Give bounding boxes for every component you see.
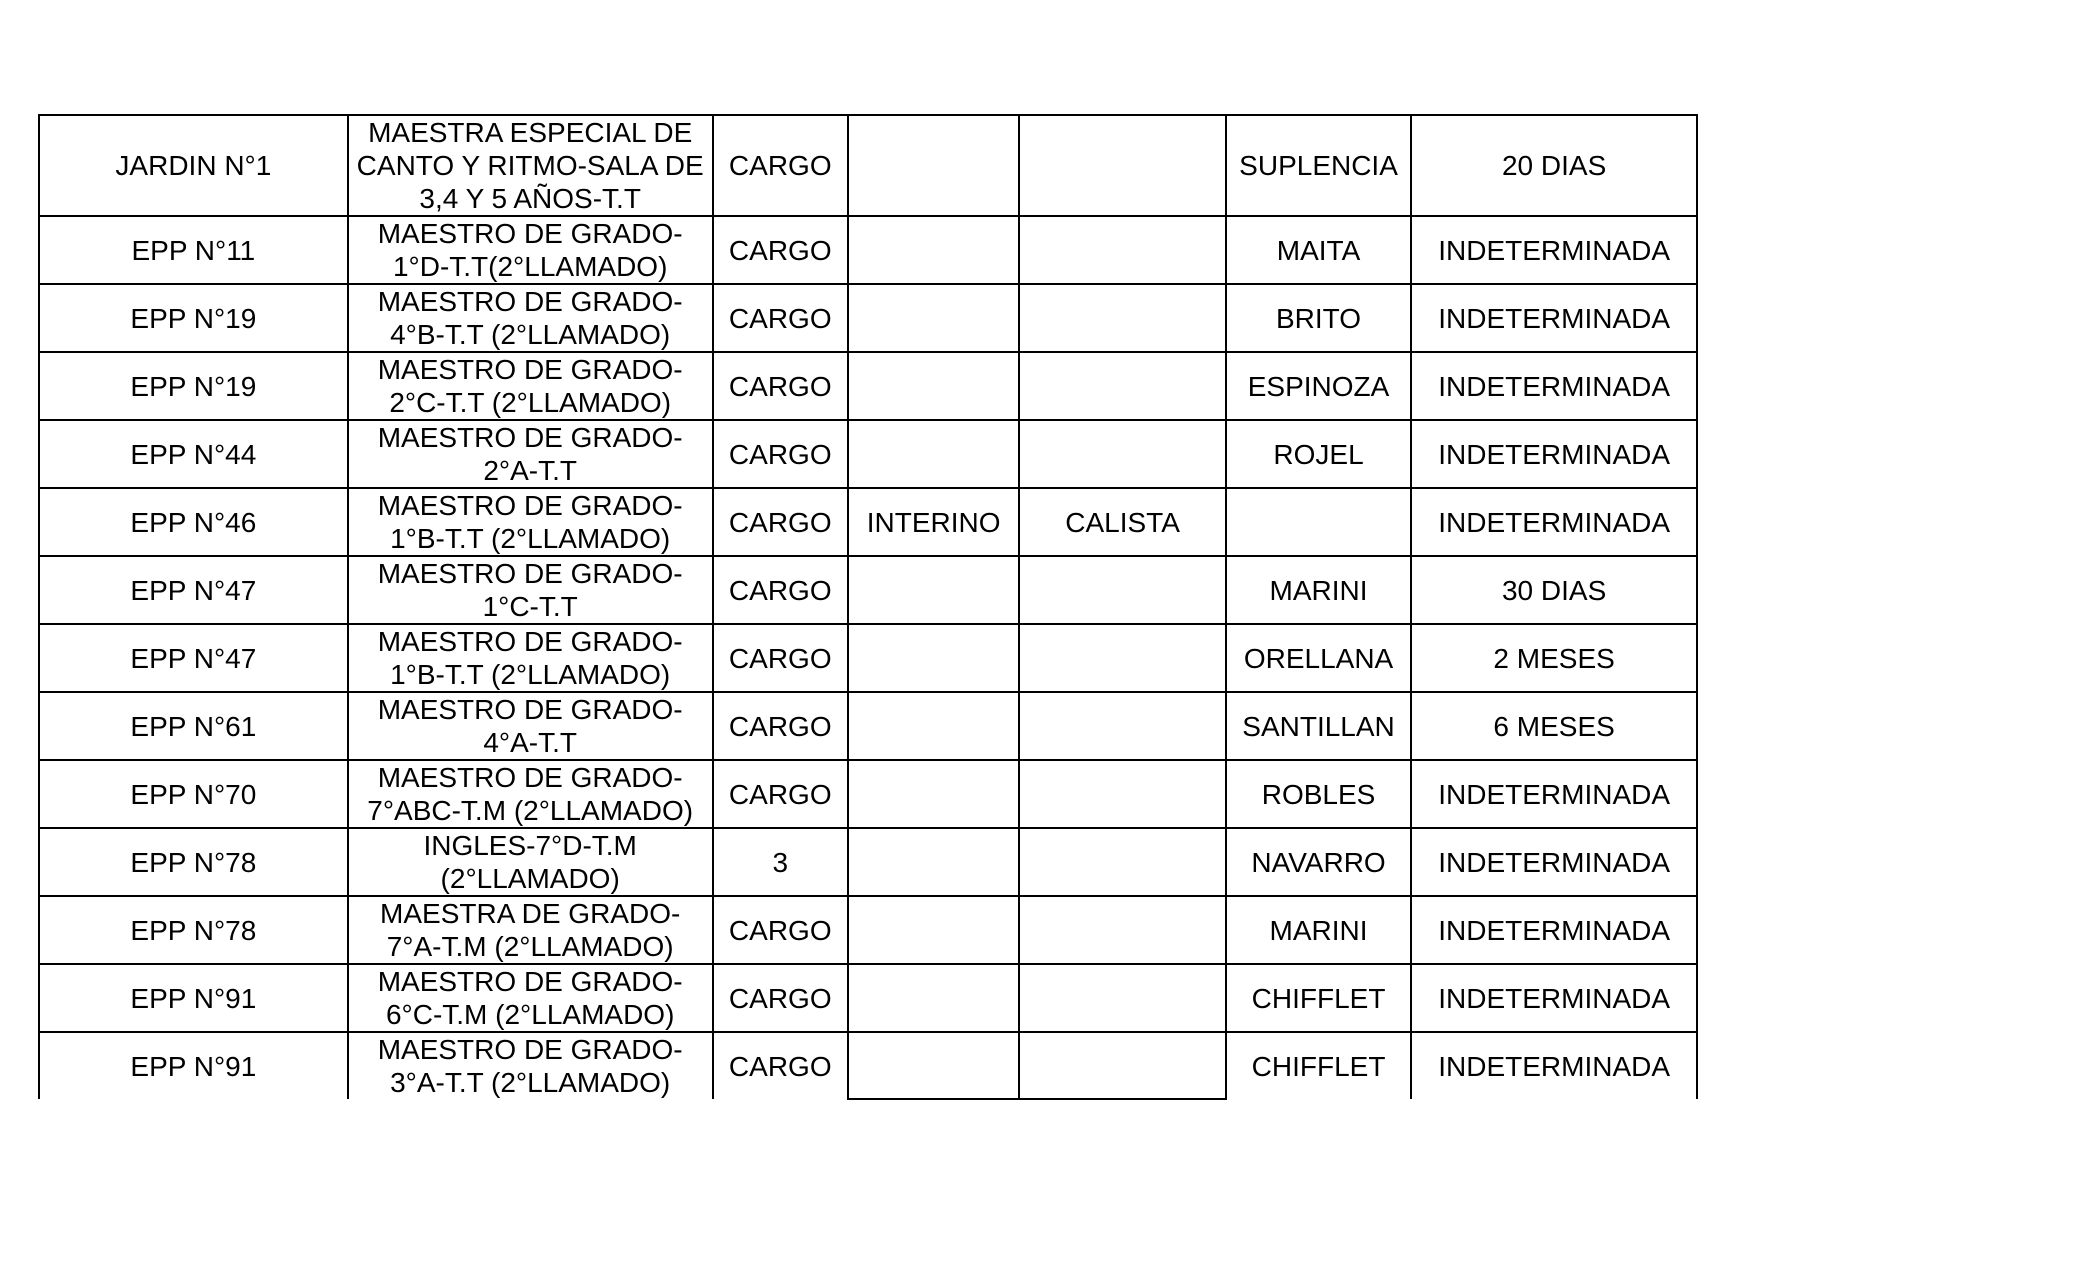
cell-replaces[interactable]: ROJEL — [1226, 420, 1411, 488]
cell-type[interactable]: CARGO — [713, 692, 848, 760]
cell-position[interactable]: MAESTRO DE GRADO-3°A-T.T (2°LLAMADO) — [348, 1032, 713, 1099]
cell-replaces[interactable]: ORELLANA — [1226, 624, 1411, 692]
cell-replaces[interactable]: CHIFFLET — [1226, 964, 1411, 1032]
cell-type[interactable]: 3 — [713, 828, 848, 896]
cell-duration[interactable]: INDETERMINADA — [1411, 896, 1697, 964]
cell-replaces[interactable]: MAITA — [1226, 216, 1411, 284]
cell-holder[interactable] — [1019, 352, 1225, 420]
table-row[interactable] — [39, 624, 1697, 692]
table-body — [39, 115, 1697, 1099]
cell-replaces[interactable]: SUPLENCIA — [1226, 115, 1411, 216]
cell-school[interactable]: EPP N°47 — [39, 624, 348, 692]
cell-holder[interactable] — [1019, 420, 1225, 488]
table-row[interactable] — [39, 556, 1697, 624]
table-row[interactable] — [39, 692, 1697, 760]
cell-type[interactable]: CARGO — [713, 284, 848, 352]
table-row[interactable] — [39, 284, 1697, 352]
cell-position[interactable]: MAESTRO DE GRADO-1°C-T.T — [348, 556, 713, 624]
cell-status[interactable] — [848, 896, 1019, 964]
cell-duration[interactable]: 2 MESES — [1411, 624, 1697, 692]
cell-duration[interactable]: INDETERMINADA — [1411, 964, 1697, 1032]
cell-replaces[interactable]: MARINI — [1226, 896, 1411, 964]
cell-position[interactable]: MAESTRO DE GRADO-1°D-T.T(2°LLAMADO) — [348, 216, 713, 284]
cell-replaces[interactable] — [1226, 488, 1411, 556]
cell-duration[interactable]: INDETERMINADA — [1411, 216, 1697, 284]
cell-holder[interactable] — [1019, 216, 1225, 284]
cell-holder[interactable] — [1019, 284, 1225, 352]
cell-holder[interactable] — [1019, 115, 1225, 216]
cell-duration[interactable]: 20 DIAS — [1411, 115, 1697, 216]
cell-type[interactable]: CARGO — [713, 488, 848, 556]
cell-replaces[interactable]: MARINI — [1226, 556, 1411, 624]
cell-school[interactable]: EPP N°11 — [39, 216, 348, 284]
table-row[interactable] — [39, 216, 1697, 284]
table-row[interactable] — [39, 420, 1697, 488]
cell-position[interactable]: MAESTRO DE GRADO-2°A-T.T — [348, 420, 713, 488]
cell-status[interactable] — [848, 624, 1019, 692]
cell-type[interactable]: CARGO — [713, 624, 848, 692]
cell-holder[interactable] — [1019, 624, 1225, 692]
cell-school[interactable]: JARDIN N°1 — [39, 115, 348, 216]
cell-duration[interactable]: INDETERMINADA — [1411, 488, 1697, 556]
table-row[interactable] — [39, 1032, 1697, 1099]
cell-status[interactable] — [848, 692, 1019, 760]
cell-school[interactable]: EPP N°19 — [39, 284, 348, 352]
cell-school[interactable]: EPP N°70 — [39, 760, 348, 828]
cell-school[interactable]: EPP N°47 — [39, 556, 348, 624]
cell-type[interactable]: CARGO — [713, 1032, 848, 1099]
table-row[interactable] — [39, 115, 1697, 216]
cell-type[interactable]: CARGO — [713, 420, 848, 488]
cell-holder[interactable] — [1019, 828, 1225, 896]
cell-holder[interactable] — [1019, 760, 1225, 828]
cell-type[interactable]: CARGO — [713, 216, 848, 284]
cell-school[interactable]: EPP N°61 — [39, 692, 348, 760]
cell-school[interactable]: EPP N°78 — [39, 896, 348, 964]
cell-holder[interactable] — [1019, 1032, 1225, 1099]
cell-position[interactable]: MAESTRO DE GRADO-4°A-T.T — [348, 692, 713, 760]
cell-duration[interactable]: INDETERMINADA — [1411, 760, 1697, 828]
cell-school[interactable]: EPP N°44 — [39, 420, 348, 488]
cell-position[interactable]: MAESTRO DE GRADO-6°C-T.M (2°LLAMADO) — [348, 964, 713, 1032]
cell-duration[interactable]: 6 MESES — [1411, 692, 1697, 760]
cell-duration[interactable]: INDETERMINADA — [1411, 1032, 1697, 1099]
cell-type[interactable]: CARGO — [713, 352, 848, 420]
cell-status[interactable] — [848, 964, 1019, 1032]
cell-replaces[interactable]: CHIFFLET — [1226, 1032, 1411, 1099]
cell-duration[interactable]: INDETERMINADA — [1411, 352, 1697, 420]
cell-status[interactable] — [848, 828, 1019, 896]
cell-type[interactable]: CARGO — [713, 556, 848, 624]
cell-replaces[interactable]: SANTILLAN — [1226, 692, 1411, 760]
cell-replaces[interactable]: ESPINOZA — [1226, 352, 1411, 420]
cell-status[interactable] — [848, 115, 1019, 216]
table-row[interactable] — [39, 964, 1697, 1032]
cell-holder[interactable]: CALISTA — [1019, 488, 1225, 556]
cell-type[interactable]: CARGO — [713, 115, 848, 216]
table-row[interactable] — [39, 488, 1697, 556]
cell-position[interactable]: MAESTRO DE GRADO-7°ABC-T.M (2°LLAMADO) — [348, 760, 713, 828]
cell-status[interactable] — [848, 352, 1019, 420]
table-row[interactable] — [39, 352, 1697, 420]
cell-status[interactable] — [848, 420, 1019, 488]
spreadsheet-table — [38, 114, 1698, 1100]
cell-position[interactable]: MAESTRO DE GRADO-4°B-T.T (2°LLAMADO) — [348, 284, 713, 352]
cell-position[interactable]: MAESTRA DE GRADO-7°A-T.M (2°LLAMADO) — [348, 896, 713, 964]
cell-status[interactable] — [848, 1032, 1019, 1099]
cell-replaces[interactable]: ROBLES — [1226, 760, 1411, 828]
cell-position[interactable]: MAESTRO DE GRADO-2°C-T.T (2°LLAMADO) — [348, 352, 713, 420]
cell-replaces[interactable]: NAVARRO — [1226, 828, 1411, 896]
cell-holder[interactable] — [1019, 556, 1225, 624]
table-row[interactable] — [39, 828, 1697, 896]
cell-status[interactable] — [848, 556, 1019, 624]
cell-duration[interactable]: 30 DIAS — [1411, 556, 1697, 624]
cell-status[interactable] — [848, 760, 1019, 828]
cell-type[interactable]: CARGO — [713, 760, 848, 828]
cell-school[interactable]: EPP N°78 — [39, 828, 348, 896]
cell-replaces[interactable]: BRITO — [1226, 284, 1411, 352]
table-row[interactable] — [39, 760, 1697, 828]
cell-status[interactable]: INTERINO — [848, 488, 1019, 556]
cell-position[interactable]: MAESTRA ESPECIAL DE CANTO Y RITMO-SALA DE 3,4 Y 5 AÑOS-T.T — [348, 115, 713, 216]
cell-type[interactable]: CARGO — [713, 964, 848, 1032]
cell-duration[interactable]: INDETERMINADA — [1411, 828, 1697, 896]
cell-position[interactable]: MAESTRO DE GRADO-1°B-T.T (2°LLAMADO) — [348, 624, 713, 692]
cell-status[interactable] — [848, 284, 1019, 352]
cell-holder[interactable] — [1019, 896, 1225, 964]
cell-duration[interactable]: INDETERMINADA — [1411, 284, 1697, 352]
cell-school[interactable]: EPP N°46 — [39, 488, 348, 556]
cell-school[interactable]: EPP N°91 — [39, 964, 348, 1032]
cell-school[interactable]: EPP N°91 — [39, 1032, 348, 1099]
cell-duration[interactable]: INDETERMINADA — [1411, 420, 1697, 488]
table-row[interactable] — [39, 896, 1697, 964]
cell-holder[interactable] — [1019, 964, 1225, 1032]
cell-position[interactable]: INGLES-7°D-T.M (2°LLAMADO) — [348, 828, 713, 896]
cell-type[interactable]: CARGO — [713, 896, 848, 964]
cell-school[interactable]: EPP N°19 — [39, 352, 348, 420]
cell-position[interactable]: MAESTRO DE GRADO-1°B-T.T (2°LLAMADO) — [348, 488, 713, 556]
cell-holder[interactable] — [1019, 692, 1225, 760]
cell-status[interactable] — [848, 216, 1019, 284]
